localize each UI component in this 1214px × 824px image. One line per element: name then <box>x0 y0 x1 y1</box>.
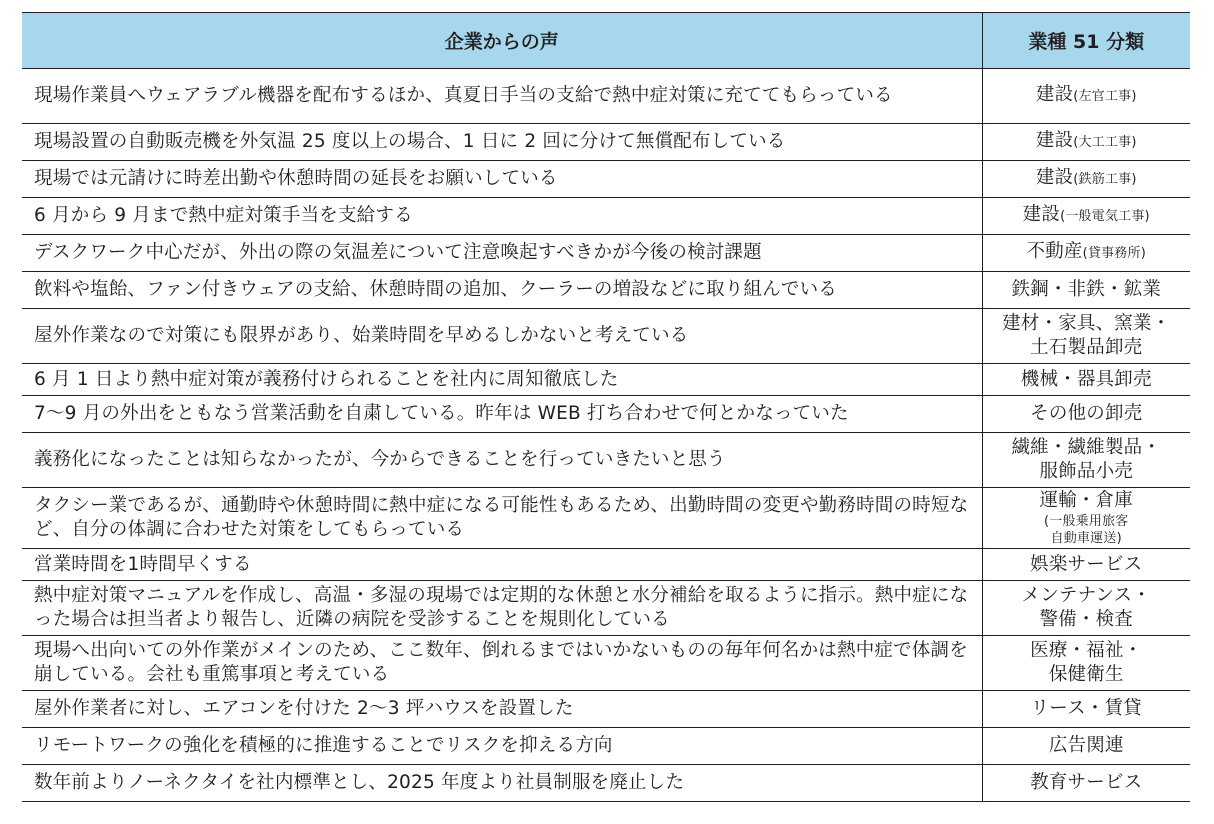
industry-cell: 広告関連 <box>982 728 1190 765</box>
industry-label: 建設 <box>1035 167 1074 188</box>
table-row <box>22 198 1190 235</box>
industry-note-line2: 自動車運送) <box>1050 531 1122 546</box>
table-row <box>22 235 1190 272</box>
industry-label-line2: 保健衛生 <box>1048 664 1124 685</box>
industry-cell: 鉄鋼・非鉄・鉱業 <box>982 272 1190 309</box>
industry-label: メンテナンス・ <box>1021 585 1151 606</box>
industry-cell <box>982 488 1190 549</box>
industry-cell <box>982 198 1190 235</box>
table-row <box>22 581 1190 636</box>
industry-cell <box>982 433 1190 488</box>
comment-cell: 6 月から 9 月まで熱中症対策手当を支給する <box>22 198 982 235</box>
comment-cell: 飲料や塩飴、ファン付きウェアの支給、休憩時間の追加、クーラーの増設などに取り組んでいる <box>22 272 982 309</box>
industry-cell <box>982 161 1190 198</box>
industry-cell <box>982 235 1190 272</box>
industry-sub: (大工工事) <box>1073 135 1137 150</box>
industry-cell <box>982 309 1190 364</box>
industry-label: 建設 <box>1035 84 1074 105</box>
table-row <box>22 124 1190 161</box>
comment-cell: 現場では元請けに時差出勤や休憩時間の延長をお願いしている <box>22 161 982 198</box>
table-row <box>22 765 1190 802</box>
comment-cell: デスクワーク中心だが、外出の際の気温差について注意喚起すべきかが今後の検討課題 <box>22 235 982 272</box>
comment-cell: 現場設置の自動販売機を外気温 25 度以上の場合、1 日に 2 回に分けて無償配布している <box>22 124 982 161</box>
industry-label: 医療・福祉・ <box>1030 640 1143 661</box>
comment-cell: 現場作業員へウェアラブル機器を配布するほか、真夏日手当の支給で熱中症対策に充ててもらっている <box>22 69 982 124</box>
comment-cell: タクシー業であるが、通勤時や休憩時間に熱中症になる可能性もあるため、出勤時間の変更や勤務時間の時短など、自分の体調に合わせた対策をしてもらっている <box>22 488 982 549</box>
table-row <box>22 433 1190 488</box>
table-row <box>22 161 1190 198</box>
comment-cell: 義務化になったことは知らなかったが、今からできることを行っていきたいと思う <box>22 433 982 488</box>
table-row <box>22 309 1190 364</box>
table-row <box>22 69 1190 124</box>
table-row <box>22 636 1190 691</box>
comment-cell: 7～9 月の外出をともなう営業活動を自粛している。昨年は WEB 打ち合わせで何とかなっていた <box>22 396 982 433</box>
industry-cell: 教育サービス <box>982 765 1190 802</box>
industry-cell <box>982 636 1190 691</box>
voices-table <box>22 12 1190 802</box>
comment-cell: 数年前よりノーネクタイを社内標準とし、2025 年度より社員制服を廃止した <box>22 765 982 802</box>
industry-cell <box>982 581 1190 636</box>
industry-sub: (貸事務所) <box>1082 246 1146 261</box>
table-row <box>22 691 1190 728</box>
header-row <box>22 13 1190 69</box>
industry-cell: 機械・器具卸売 <box>982 364 1190 396</box>
industry-note: (一般乗用旅客 <box>1044 514 1129 529</box>
industry-label: 運輸・倉庫 <box>1039 490 1133 511</box>
industry-sub: (左官工事) <box>1073 89 1137 104</box>
table-row <box>22 549 1190 581</box>
comment-cell: 6 月 1 日より熱中症対策が義務付けられることを社内に周知徹底した <box>22 364 982 396</box>
industry-cell <box>982 69 1190 124</box>
comment-cell: 営業時間を1時間早くする <box>22 549 982 581</box>
industry-cell: リース・賃貸 <box>982 691 1190 728</box>
industry-label: 建設 <box>1022 204 1061 225</box>
comment-cell: リモートワークの強化を積極的に推進することでリスクを抑える方向 <box>22 728 982 765</box>
industry-label: 繊維・繊維製品・ <box>1011 437 1162 458</box>
industry-label: 建材・家具、窯業・ <box>1002 313 1171 334</box>
header-comment: 企業からの声 <box>22 13 982 69</box>
table-row <box>22 488 1190 549</box>
industry-label: 不動産 <box>1026 241 1083 262</box>
industry-sub: (鉄筋工事) <box>1073 172 1137 187</box>
industry-label: 建設 <box>1035 130 1074 151</box>
header-industry: 業種 51 分類 <box>982 13 1190 69</box>
table-row <box>22 728 1190 765</box>
industry-cell: その他の卸売 <box>982 396 1190 433</box>
comment-cell: 屋外作業なので対策にも限界があり、始業時間を早めるしかないと考えている <box>22 309 982 364</box>
industry-cell <box>982 124 1190 161</box>
comment-cell: 熱中症対策マニュアルを作成し、高温・多湿の現場では定期的な休憩と水分補給を取るように指示。熱中症になった場合は担当者より報告し、近隣の病院を受診することを規則化している <box>22 581 982 636</box>
table-row <box>22 272 1190 309</box>
table-row <box>22 364 1190 396</box>
industry-label-line2: 服飾品小売 <box>1039 461 1133 482</box>
industry-label-line2: 警備・検査 <box>1039 609 1133 630</box>
industry-cell: 娯楽サービス <box>982 549 1190 581</box>
industry-label-line2: 土石製品卸売 <box>1030 337 1143 358</box>
comment-cell: 現場へ出向いての外作業がメインのため、ここ数年、倒れるまではいかないものの毎年何名かは熱中症で体調を崩している。会社も重篤事項と考えている <box>22 636 982 691</box>
table-row <box>22 396 1190 433</box>
comment-cell: 屋外作業者に対し、エアコンを付けた 2～3 坪ハウスを設置した <box>22 691 982 728</box>
industry-sub: (一般電気工事) <box>1060 209 1150 224</box>
